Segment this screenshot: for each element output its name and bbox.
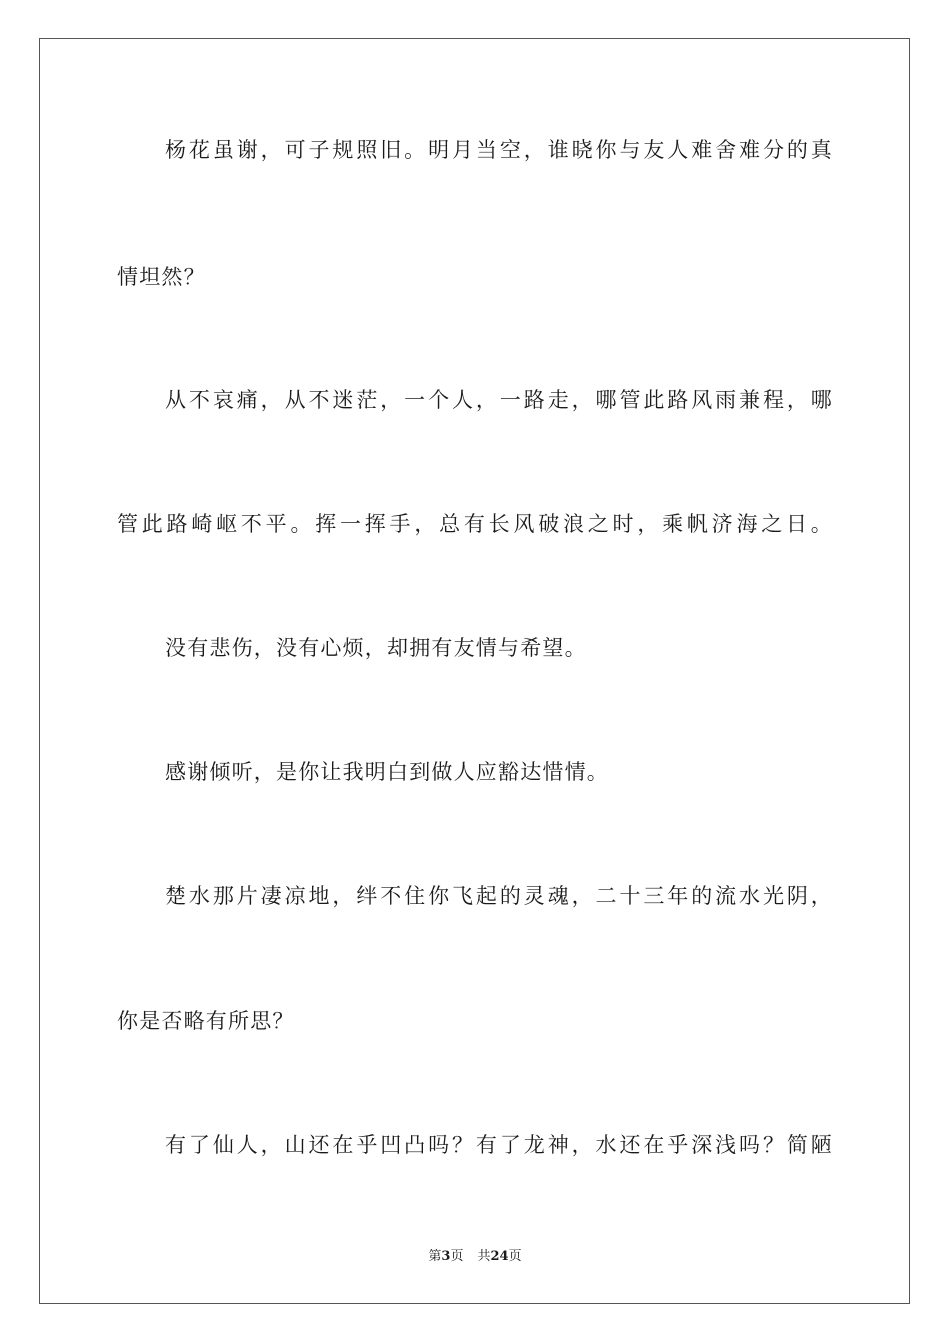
paragraph-line-1: 杨花虽谢，可子规照旧。明月当空，谁晓你与友人难舍难分的真	[165, 138, 833, 162]
page-border	[39, 38, 910, 1304]
page-prefix: 第	[428, 1249, 442, 1264]
page-footer	[0, 1248, 950, 1266]
paragraph-line-7: 楚水那片凄凉地，绊不住你飞起的灵魂，二十三年的流水光阴，	[165, 884, 833, 908]
paragraph-line-8: 你是否略有所思？	[117, 1009, 295, 1033]
page-suffix: 页	[450, 1249, 464, 1264]
total-suffix: 页	[508, 1249, 522, 1264]
paragraph-line-3: 从不哀痛，从不迷茫，一个人，一路走，哪管此路风雨兼程，哪	[165, 388, 833, 412]
paragraph-line-5: 没有悲伤，没有心烦，却拥有友情与希望。	[165, 636, 587, 660]
page-number: 3	[441, 1249, 451, 1264]
total-prefix: 共	[477, 1249, 491, 1264]
paragraph-line-9: 有了仙人，山还在乎凹凸吗？有了龙神，水还在乎深浅吗？简陋	[165, 1133, 833, 1157]
total-pages: 24	[490, 1249, 509, 1264]
paragraph-line-6: 感谢倾听，是你让我明白到做人应豁达惜情。	[165, 760, 609, 784]
paragraph-line-4: 管此路崎岖不平。挥一挥手，总有长风破浪之时，乘帆济海之日。	[117, 512, 833, 536]
paragraph-line-2: 情坦然？	[117, 265, 206, 289]
